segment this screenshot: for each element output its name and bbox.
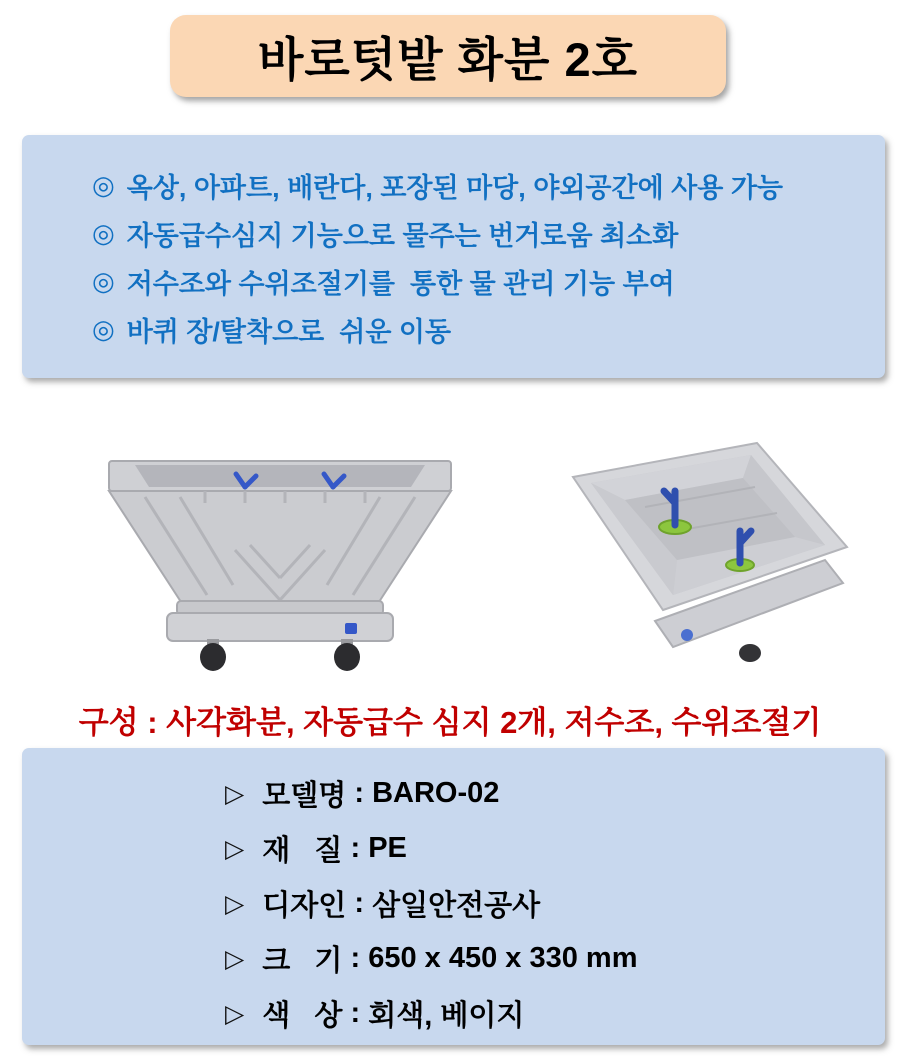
triangle-marker-icon: ▷	[225, 834, 245, 863]
feature-text: 바퀴 장/탈착으로 쉬운 이동	[126, 316, 452, 347]
specs-panel	[22, 748, 885, 1045]
planter-inside-photo	[495, 425, 875, 683]
feature-item	[92, 305, 865, 353]
triangle-marker-icon: ▷	[225, 999, 245, 1028]
water-level-valve-icon	[681, 629, 693, 641]
wheel-icon	[200, 639, 360, 671]
spec-label: 재 질	[262, 835, 343, 867]
feature-text: 옥상, 아파트, 배란다, 포장된 마당, 야외공간에 사용 가능	[126, 172, 784, 203]
spec-separator: :	[342, 832, 369, 864]
spec-row-size	[225, 931, 865, 986]
spec-separator: :	[342, 942, 369, 974]
triangle-marker-icon: ▷	[225, 944, 245, 973]
feature-item	[92, 161, 865, 209]
triangle-marker-icon: ▷	[225, 889, 245, 918]
feature-text: 저수조와 수위조절기를 통한 물 관리 기능 부여	[126, 268, 675, 299]
spec-row-model	[225, 766, 865, 821]
feature-text: 자동급수심지 기능으로 물주는 번거로움 최소화	[126, 220, 679, 251]
double-circle-bullet-icon: ◎	[92, 169, 115, 200]
spec-label: 색 상	[262, 1000, 343, 1032]
spec-value: PE	[368, 832, 407, 864]
double-circle-bullet-icon: ◎	[92, 217, 115, 248]
spec-label: 크 기	[262, 945, 343, 977]
spec-row-material	[225, 821, 865, 876]
spec-row-design	[225, 876, 865, 931]
features-panel	[22, 135, 885, 378]
planter-front-photo	[95, 445, 465, 677]
composition-note: 구성 : 사각화분, 자동급수 심지 2개, 저수조, 수위조절기	[78, 705, 822, 740]
title-banner	[170, 15, 726, 97]
spec-separator: :	[346, 887, 373, 919]
double-circle-bullet-icon: ◎	[92, 265, 115, 296]
spec-separator: :	[346, 777, 373, 809]
feature-item	[92, 209, 865, 257]
spec-row-color	[225, 986, 865, 1041]
wheel-icon	[739, 644, 761, 662]
spec-separator: :	[342, 997, 369, 1029]
spec-value: 650 x 450 x 330 mm	[368, 942, 638, 974]
spec-label: 모델명	[262, 780, 347, 812]
spec-value: 회색, 베이지	[368, 1000, 525, 1032]
spec-label: 디자인	[262, 890, 347, 922]
water-level-valve-icon	[345, 623, 357, 634]
spec-value: 삼일안전공사	[372, 890, 541, 922]
feature-item	[92, 257, 865, 305]
double-circle-bullet-icon: ◎	[92, 313, 115, 344]
page-title: 바로텃밭 화분 2호	[257, 32, 639, 86]
triangle-marker-icon: ▷	[225, 779, 245, 808]
spec-value: BARO-02	[372, 777, 500, 809]
